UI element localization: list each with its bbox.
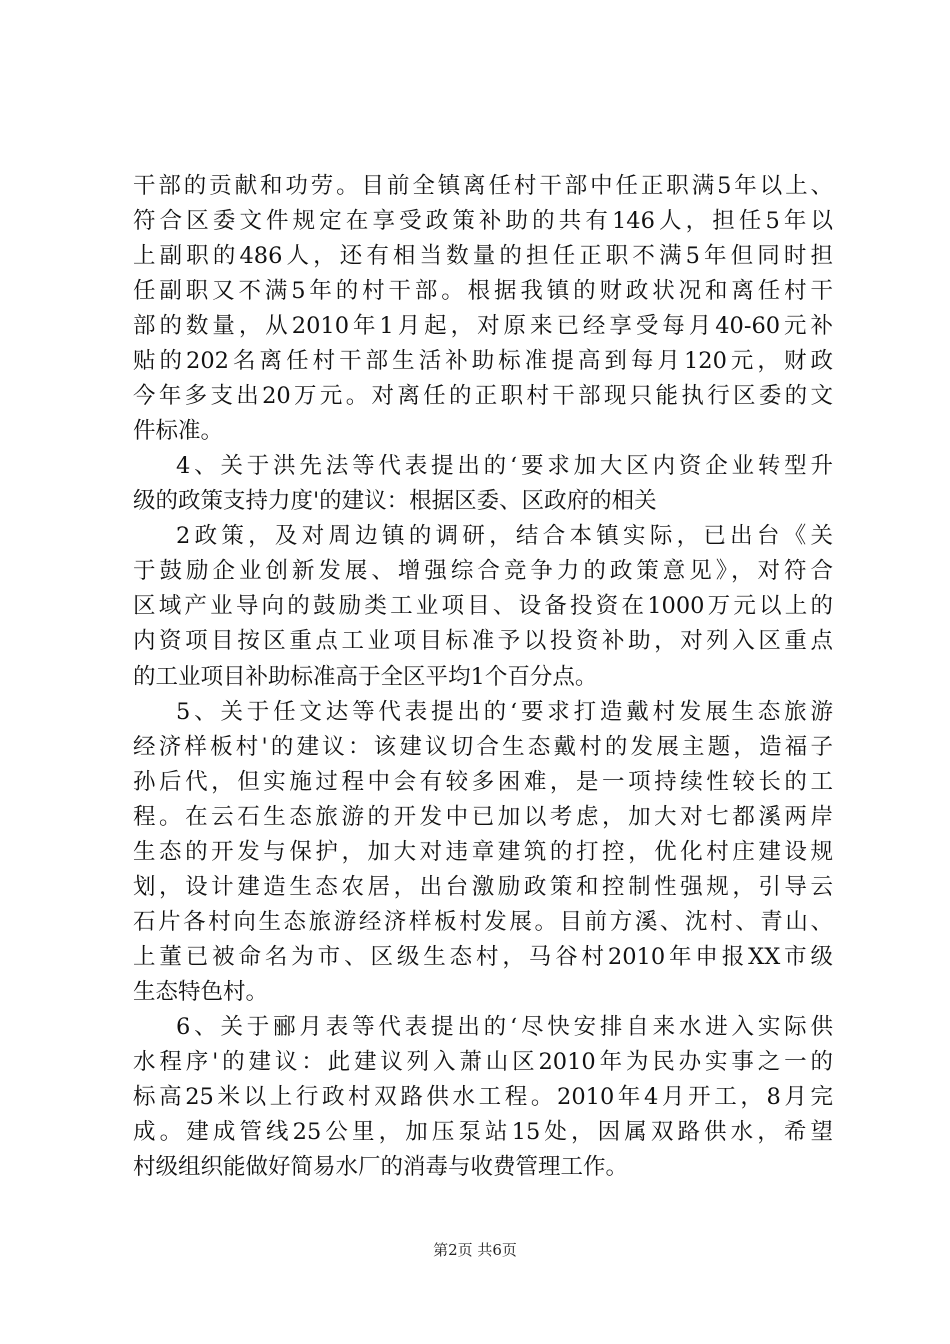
text-line: 级的政策支持力度'的建议：根据区委、区政府的相关	[133, 488, 657, 514]
paragraph-4-first-line: 4、关于洪先法等代表提出的‘要求加大区内资企业转型升	[176, 453, 833, 479]
text-line: 内资项目按区重点工业项目标准予以投资补助，对列入区重点	[133, 628, 833, 654]
text-line: 件标准。	[133, 418, 224, 444]
text-line: 符合区委文件规定在享受政策补助的共有146人，担任5年以	[133, 208, 833, 234]
text-line: 成。建成管线25公里，加压泵站15处，因属双路供水，希望	[133, 1119, 833, 1145]
text-line: 任副职又不满5年的村干部。根据我镇的财政状况和离任村干	[133, 278, 833, 304]
text-line: 村级组织能做好简易水厂的消毒与收费管理工作。	[133, 1154, 629, 1180]
text-line: 部的数量，从2010年1月起，对原来已经享受每月40-60元补	[133, 313, 833, 339]
text-line: 程。在云石生态旅游的开发中已加以考虑，加大对七都溪两岸	[133, 804, 833, 830]
text-line: 于鼓励企业创新发展、增强综合竞争力的政策意见》，对符合	[133, 558, 833, 584]
text-line: 区域产业导向的鼓励类工业项目、设备投资在1000万元以上的	[133, 593, 833, 619]
text-line: 划，设计建造生态农居，出台激励政策和控制性强规，引导云	[133, 874, 833, 900]
text-line: 今年多支出20万元。对离任的正职村干部现只能执行区委的文	[133, 383, 833, 409]
text-line: 标高25米以上行政村双路供水工程。2010年4月开工，8月完	[133, 1084, 833, 1110]
text-line: 水程序'的建议：此建议列入萧山区2010年为民办实事之一的	[133, 1049, 833, 1075]
text-line: 石片各村向生态旅游经济样板村发展。目前方溪、沈村、青山、	[133, 909, 833, 935]
text-line: 干部的贡献和功劳。目前全镇离任村干部中任正职满5年以上、	[133, 173, 833, 199]
text-line: 生态的开发与保护，加大对违章建筑的打控，优化村庄建设规	[133, 839, 833, 865]
text-line: 孙后代，但实施过程中会有较多困难，是一项持续性较长的工	[133, 769, 833, 795]
text-line: 贴的202名离任村干部生活补助标准提高到每月120元，财政	[133, 348, 833, 374]
text-line: 生态特色村。	[133, 979, 269, 1005]
text-line: 的工业项目补助标准高于全区平均1个百分点。	[133, 664, 598, 690]
text-line: 上副职的486人，还有相当数量的担任正职不满5年但同时担	[133, 243, 833, 269]
text-line: 经济样板村'的建议：该建议切合生态戴村的发展主题，造福子	[133, 734, 833, 760]
text-line: 上董已被命名为市、区级生态村，马谷村2010年申报XX市级	[133, 944, 833, 970]
text-line: 2政策，及对周边镇的调研，结合本镇实际，已出台《关	[176, 523, 833, 549]
page-footer: 第2页 共6页	[433, 1241, 517, 1259]
paragraph-5-first-line: 5、关于任文达等代表提出的‘要求打造戴村发展生态旅游	[176, 699, 833, 725]
paragraph-6-first-line: 6、关于郦月表等代表提出的‘尽快安排自来水进入实际供	[176, 1014, 833, 1040]
